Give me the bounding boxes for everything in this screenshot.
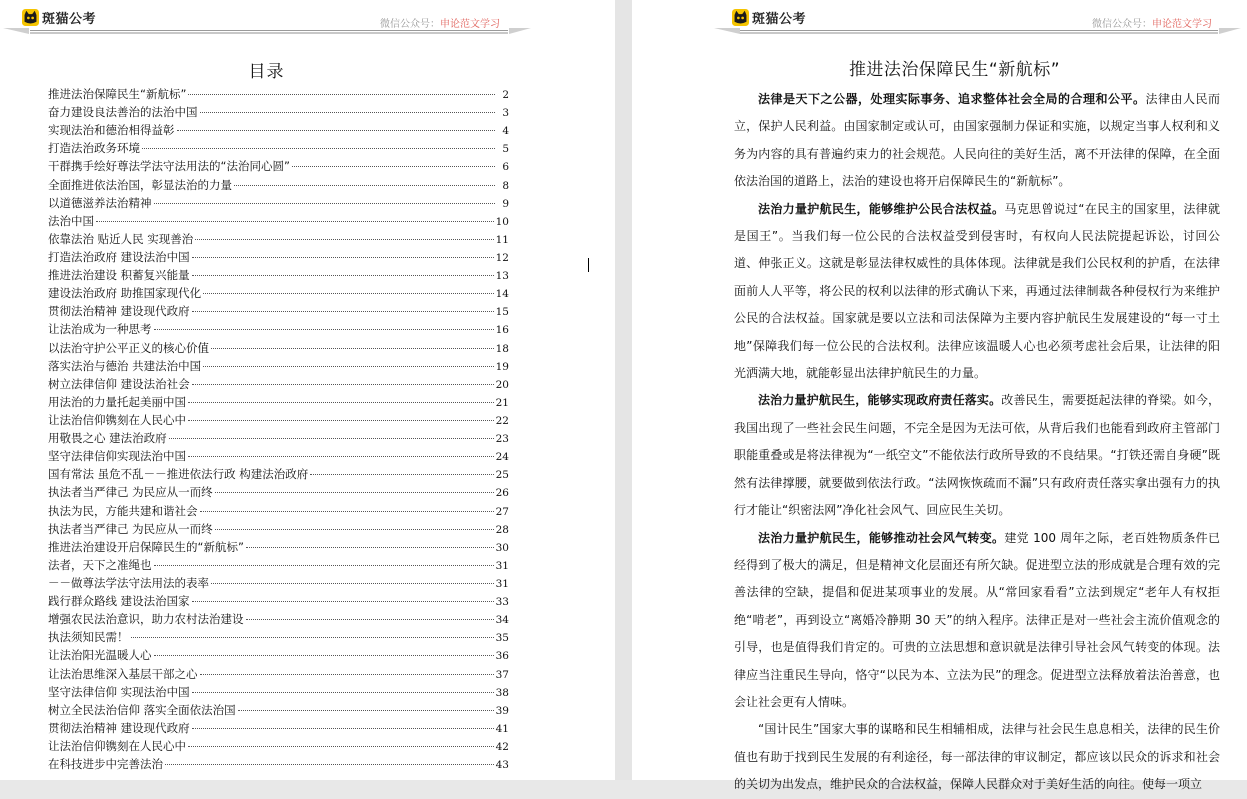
toc-entry[interactable]	[48, 248, 509, 266]
toc-entry-title: 法治中国	[48, 213, 94, 228]
header-rule-thick	[740, 32, 1218, 34]
toc-dot-leader	[188, 402, 494, 403]
toc-page-number: 16	[495, 324, 509, 337]
toc-dot-leader	[142, 148, 495, 149]
toc-entry[interactable]	[48, 302, 509, 320]
paragraph-text: 建党 100 周年之际，老百姓物质条件已经得到了极大的满足，但是精神文化层面还有所欠缺。促进型立法的形成就是合理有效的完善法律的空缺，提倡和促进某项事业的发展。从“常回家看看”立法到规定“老年人有权拒绝“啃老”，再到设立“离婚冷静期 30 天”的纳入程序。法律正是对一些社会主流价值观念的引导，也是值得我们肯定的。可贵的立法思想和意识就是法律引导社会风气转变的体现。法律应当注重民生导向，恪守“以民为本、立法为民”的理念。促进型立法释放着法治善意，也会让社会更有人情味。	[734, 530, 1220, 709]
toc-entry[interactable]	[48, 411, 509, 429]
toc-entry[interactable]	[48, 646, 509, 664]
toc-entry-title: 贯彻法治精神 建设现代政府	[48, 304, 190, 319]
toc-entry-title: 在科技进步中完善法治	[48, 757, 163, 772]
toc-entry-title: 打造法治政府 建设法治中国	[48, 249, 190, 264]
toc-dot-leader	[203, 366, 493, 367]
toc-entry-title: 用敬畏之心 建法治政府	[48, 431, 167, 446]
toc-entry[interactable]	[48, 465, 509, 483]
cat-logo-icon	[732, 9, 749, 26]
header-corner-left	[3, 28, 29, 34]
toc-dot-leader	[200, 112, 496, 113]
paragraph-text: 改善民生，需要挺起法律的脊梁。如今，我国出现了一些社会民生问题，不完全是因为无法可依，从背后我们也能看到政府主管部门职能重叠或是将法律视为“一纸空文”不能依法行政所导致的不良结果。“打铁还需自身硬”既然有法律撑腰，就要做到依法行政。“法网恢恢疏而不漏”只有政府责任落实拿出强有力的执行才能让“织密法网”净化社会风气、回应民生关切。	[734, 393, 1220, 518]
toc-entry-title: 执法为民，方能共建和谐社会	[48, 503, 198, 518]
toc-entry[interactable]	[48, 121, 509, 139]
cat-logo-icon	[22, 9, 39, 26]
toc-entry-title: 让法治思维深入基层干部之心	[48, 666, 198, 681]
article-body[interactable]	[734, 86, 1220, 799]
toc-dot-leader	[211, 583, 494, 584]
toc-entry[interactable]	[48, 483, 509, 501]
toc-entry-title: 推进法治建设开启保障民生的“新航标”	[48, 539, 244, 554]
toc-entry[interactable]	[48, 103, 509, 121]
article-paragraph	[734, 86, 1220, 196]
article-paragraph	[734, 387, 1220, 524]
brand-logo	[22, 8, 96, 27]
toc-entry[interactable]	[48, 375, 509, 393]
toc-page-number: 42	[495, 740, 509, 753]
toc-entry[interactable]	[48, 230, 509, 248]
toc-entry-title: 执法须知民需！	[48, 630, 129, 645]
toc-dot-leader	[177, 130, 496, 131]
article-paragraph	[734, 196, 1220, 388]
toc-entry[interactable]	[48, 701, 509, 719]
toc-entry-title: 增强农民法治意识，助力农村法治建设	[48, 612, 244, 627]
toc-entry[interactable]	[48, 719, 509, 737]
toc-dot-leader	[154, 329, 494, 330]
toc-entry-title: 推进法治建设 积蓄复兴能量	[48, 268, 190, 283]
toc-entry[interactable]	[48, 266, 509, 284]
toc-entry-title: 让法治阳光温暖人心	[48, 648, 152, 663]
toc-entry[interactable]	[48, 176, 509, 194]
toc-page-number: 18	[495, 342, 509, 355]
header-corner-right	[509, 28, 531, 34]
toc-dot-leader	[165, 764, 494, 765]
toc-entry-title: 推进法治保障民生“新航标”	[48, 87, 187, 101]
toc-entry[interactable]	[48, 157, 509, 175]
toc-entry-title: 打造法治政务环境	[48, 141, 140, 156]
toc-entry[interactable]	[48, 665, 509, 683]
toc-dot-leader	[310, 474, 493, 475]
page-header	[632, 0, 1247, 50]
wechat-account-line	[1092, 15, 1212, 30]
toc-dot-leader	[203, 293, 493, 294]
toc-entry-title: 执法者当严律己 为民应从一而终	[48, 521, 213, 536]
toc-page-number: 27	[495, 505, 509, 518]
toc-page-number: 43	[495, 759, 509, 772]
toc-dot-leader	[192, 311, 494, 312]
toc-page-number: 12	[495, 251, 509, 264]
toc-page-number: 5	[502, 143, 509, 156]
toc-entry[interactable]	[48, 139, 509, 157]
toc-page-number: 22	[495, 414, 509, 427]
toc-dot-leader	[96, 221, 494, 222]
toc-page-number: 19	[495, 360, 509, 373]
toc-dot-leader	[188, 456, 494, 457]
toc-dot-leader	[192, 728, 494, 729]
toc-dot-leader	[200, 511, 494, 512]
toc-page-number: 2	[502, 89, 509, 101]
toc-page-number: 37	[495, 668, 509, 681]
toc-entry[interactable]	[48, 447, 509, 465]
toc-page-number: 8	[502, 179, 509, 192]
toc-entry-title: 国有常法 虽危不乱－－推进依法行政 构建法治政府	[48, 467, 309, 482]
toc-entry-title: 以法治守护公平正义的核心价值	[48, 340, 209, 355]
toc-entry-title: 执法者当严律己 为民应从一而终	[48, 485, 213, 500]
toc-entry-title: 落实法治与德治 共建法治中国	[48, 358, 202, 373]
brand-name: 斑猫公考	[42, 12, 97, 27]
toc-entry[interactable]	[48, 592, 509, 610]
toc-page-number: 41	[495, 722, 509, 735]
header-corner-right	[1219, 28, 1241, 34]
toc-dot-leader	[215, 492, 494, 493]
toc-page-number: 3	[502, 107, 509, 120]
paragraph-lead: 法治力量护航民生，能够维护公民合法权益。	[758, 201, 1005, 216]
toc-dot-leader	[292, 166, 495, 167]
toc-page-number: 31	[495, 577, 509, 590]
toc-entry-title: 法者，天下之准绳也	[48, 557, 152, 572]
toc-dot-leader	[246, 547, 494, 548]
brand-logo	[732, 8, 806, 27]
toc-entry[interactable]	[48, 212, 509, 230]
wechat-account: 申论范文学习	[440, 19, 500, 30]
toc-page-number: 35	[495, 632, 509, 645]
toc-entry[interactable]	[48, 393, 509, 411]
toc-dot-leader	[246, 619, 494, 620]
toc-dot-leader	[200, 674, 494, 675]
toc-entry-title: 树立全民法治信仰 落实全面依法治国	[48, 702, 236, 717]
toc-page-number: 24	[495, 451, 509, 464]
toc-entry-title: 依靠法治 贴近人民 实现善治	[48, 231, 194, 246]
toc-dot-leader	[188, 94, 495, 95]
toc-entry-title: 坚守法律信仰实现法治中国	[48, 449, 186, 464]
toc-page-number: 28	[495, 523, 509, 536]
toc-dot-leader	[131, 637, 494, 638]
header-rule	[30, 30, 508, 31]
toc-dot-leader	[169, 438, 494, 439]
toc-entry-title: 践行群众路线 建设法治国家	[48, 594, 190, 609]
toc-entry[interactable]	[48, 755, 509, 773]
toc-page-number: 36	[495, 650, 509, 663]
header-corner-left	[714, 28, 740, 34]
toc-title: 目录	[248, 62, 285, 82]
toc-dot-leader	[234, 185, 495, 186]
toc-page-number: 26	[495, 487, 509, 500]
article-title: 推进法治保障民生“新航标”	[848, 60, 1061, 80]
toc-page-number: 25	[495, 469, 509, 482]
toc-entry-title: 让法治信仰镌刻在人民心中	[48, 738, 186, 753]
toc-dot-leader	[238, 710, 494, 711]
toc-page-number: 6	[502, 161, 509, 174]
toc-page-number: 14	[495, 288, 509, 301]
toc-dot-leader	[211, 348, 494, 349]
paragraph-text: 马克思曾说过“在民主的国家里，法律就是国王”。当我们每一位公民的合法权益受到侵害时，有权向人民法院提起诉讼，讨回公道、伸张正义。这就是彰显法律权威性的具体体现。法律就是我们公民权利的护盾，在法律面前人人平等，将公民的权利以法律的形式确认下来，再通过法律制裁各种侵权行为来维护公民的合法权益。国家就是要以立法和司法保障为主要内容护航民生发展建设的“每一寸土地”保障我们每一位公民的合法权利。法律应该温暖人心也必须考虑社会后果，让法律的阳光洒满大地，就能彰显出法律护航民生的力量。	[734, 201, 1220, 381]
paragraph-lead: 法治力量护航民生，能够实现政府责任落实。	[758, 393, 1002, 408]
toc-entry-title: 全面推进依法治国，彰显法治的力量	[48, 177, 232, 192]
toc-dot-leader	[215, 529, 494, 530]
toc-page-number: 30	[495, 541, 509, 554]
toc-entry[interactable]	[48, 520, 509, 538]
wechat-account: 申论范文学习	[1152, 19, 1212, 30]
toc-page-number: 31	[495, 559, 509, 572]
paragraph-text: 法律由人民而立，保护人民利益。由国家制定或认可，由国家强制力保证和实施，以规定当事人权利和义务为内容的具有普遍约束力的社会规范。人民向往的美好生活，离不开法律的保障，在全面依法治国的道路上，法治的建设也将开启保障民生的“新航标”。	[734, 92, 1220, 189]
toc-dot-leader	[192, 257, 494, 258]
toc-list	[48, 85, 509, 773]
toc-entry[interactable]	[48, 538, 509, 556]
toc-dot-leader	[154, 565, 494, 566]
toc-entry[interactable]	[48, 628, 509, 646]
toc-dot-leader	[154, 203, 496, 204]
brand-name: 斑猫公考	[752, 12, 807, 27]
toc-dot-leader	[188, 420, 494, 421]
paragraph-lead: 法律是天下之公器，处理实际事务、追求整体社会全局的合理和公平。	[758, 92, 1146, 106]
toc-page-number: 10	[495, 215, 509, 228]
toc-page-number: 15	[495, 306, 509, 319]
toc-entry[interactable]	[48, 610, 509, 628]
page-header	[0, 0, 615, 50]
toc-entry[interactable]	[48, 339, 509, 357]
toc-entry-title: 树立法律信仰 建设法治社会	[48, 376, 190, 391]
toc-page-number: 13	[495, 270, 509, 283]
toc-page-number: 11	[495, 233, 509, 246]
toc-entry[interactable]	[48, 320, 509, 338]
toc-page-number: 9	[502, 197, 509, 210]
wechat-label: 微信公众号：	[380, 19, 440, 30]
text-cursor	[588, 258, 589, 272]
toc-entry[interactable]	[48, 556, 509, 574]
toc-entry-title: 用法治的力量托起美丽中国	[48, 394, 186, 409]
toc-entry[interactable]	[48, 683, 509, 701]
wechat-label: 微信公众号：	[1092, 19, 1152, 30]
toc-entry[interactable]	[48, 357, 509, 375]
toc-entry-title: 让法治信仰镌刻在人民心中	[48, 412, 186, 427]
toc-entry-title: 奋力建设良法善治的法治中国	[48, 105, 198, 120]
wechat-account-line	[380, 15, 500, 30]
toc-entry-title: －－做尊法学法守法用法的表率	[48, 575, 209, 590]
toc-page-number: 4	[502, 125, 509, 138]
toc-page-number: 34	[495, 614, 509, 627]
header-rule-thick	[30, 32, 508, 34]
paragraph-lead: 法治力量护航民生，能够推动社会风气转变。	[758, 530, 1005, 545]
toc-entry-title: 干群携手绘好尊法学法守法用法的“法治同心圆”	[48, 159, 290, 174]
toc-page-number: 33	[495, 596, 509, 609]
toc-entry-title: 贯彻法治精神 建设现代政府	[48, 720, 190, 735]
toc-entry-title: 让法治成为一种思考	[48, 322, 152, 337]
paragraph-text: “国计民生”国家大事的谋略和民生相辅相成，法律与社会民生息息相关，法律的民生价值也有助于找到民生发展的有利途径，每一部法律的审议制定，都应该以民众的诉求和社会的关切为出发点，维护民众的合法权益，保障人民群众对于美好生活的向往。使每一项立	[734, 722, 1220, 792]
toc-entry-title: 建设法治政府 助推国家现代化	[48, 286, 202, 301]
toc-entry[interactable]	[48, 574, 509, 592]
toc-entry[interactable]	[48, 737, 509, 755]
page-toc	[0, 0, 615, 780]
toc-entry[interactable]	[48, 284, 509, 302]
toc-entry-title: 以道德滋养法治精神	[48, 195, 152, 210]
page-article	[632, 0, 1247, 792]
toc-dot-leader	[188, 746, 494, 747]
toc-dot-leader	[195, 239, 493, 240]
toc-dot-leader	[192, 601, 494, 602]
toc-page-number: 21	[495, 396, 509, 409]
toc-page-number: 20	[495, 378, 509, 391]
toc-entry[interactable]	[48, 194, 509, 212]
article-paragraph	[734, 525, 1220, 717]
toc-dot-leader	[154, 655, 494, 656]
header-rule	[740, 30, 1218, 31]
article-paragraph	[734, 716, 1220, 798]
toc-dot-leader	[192, 692, 494, 693]
toc-entry[interactable]	[48, 85, 509, 103]
toc-entry-title: 实现法治和德治相得益彰	[48, 123, 175, 138]
toc-dot-leader	[192, 275, 494, 276]
toc-entry-title: 坚守法律信仰 实现法治中国	[48, 684, 190, 699]
toc-dot-leader	[192, 384, 494, 385]
toc-entry[interactable]	[48, 429, 509, 447]
toc-page-number: 39	[495, 704, 509, 717]
toc-page-number: 23	[495, 433, 509, 446]
toc-page-number: 38	[495, 686, 509, 699]
toc-entry[interactable]	[48, 502, 509, 520]
